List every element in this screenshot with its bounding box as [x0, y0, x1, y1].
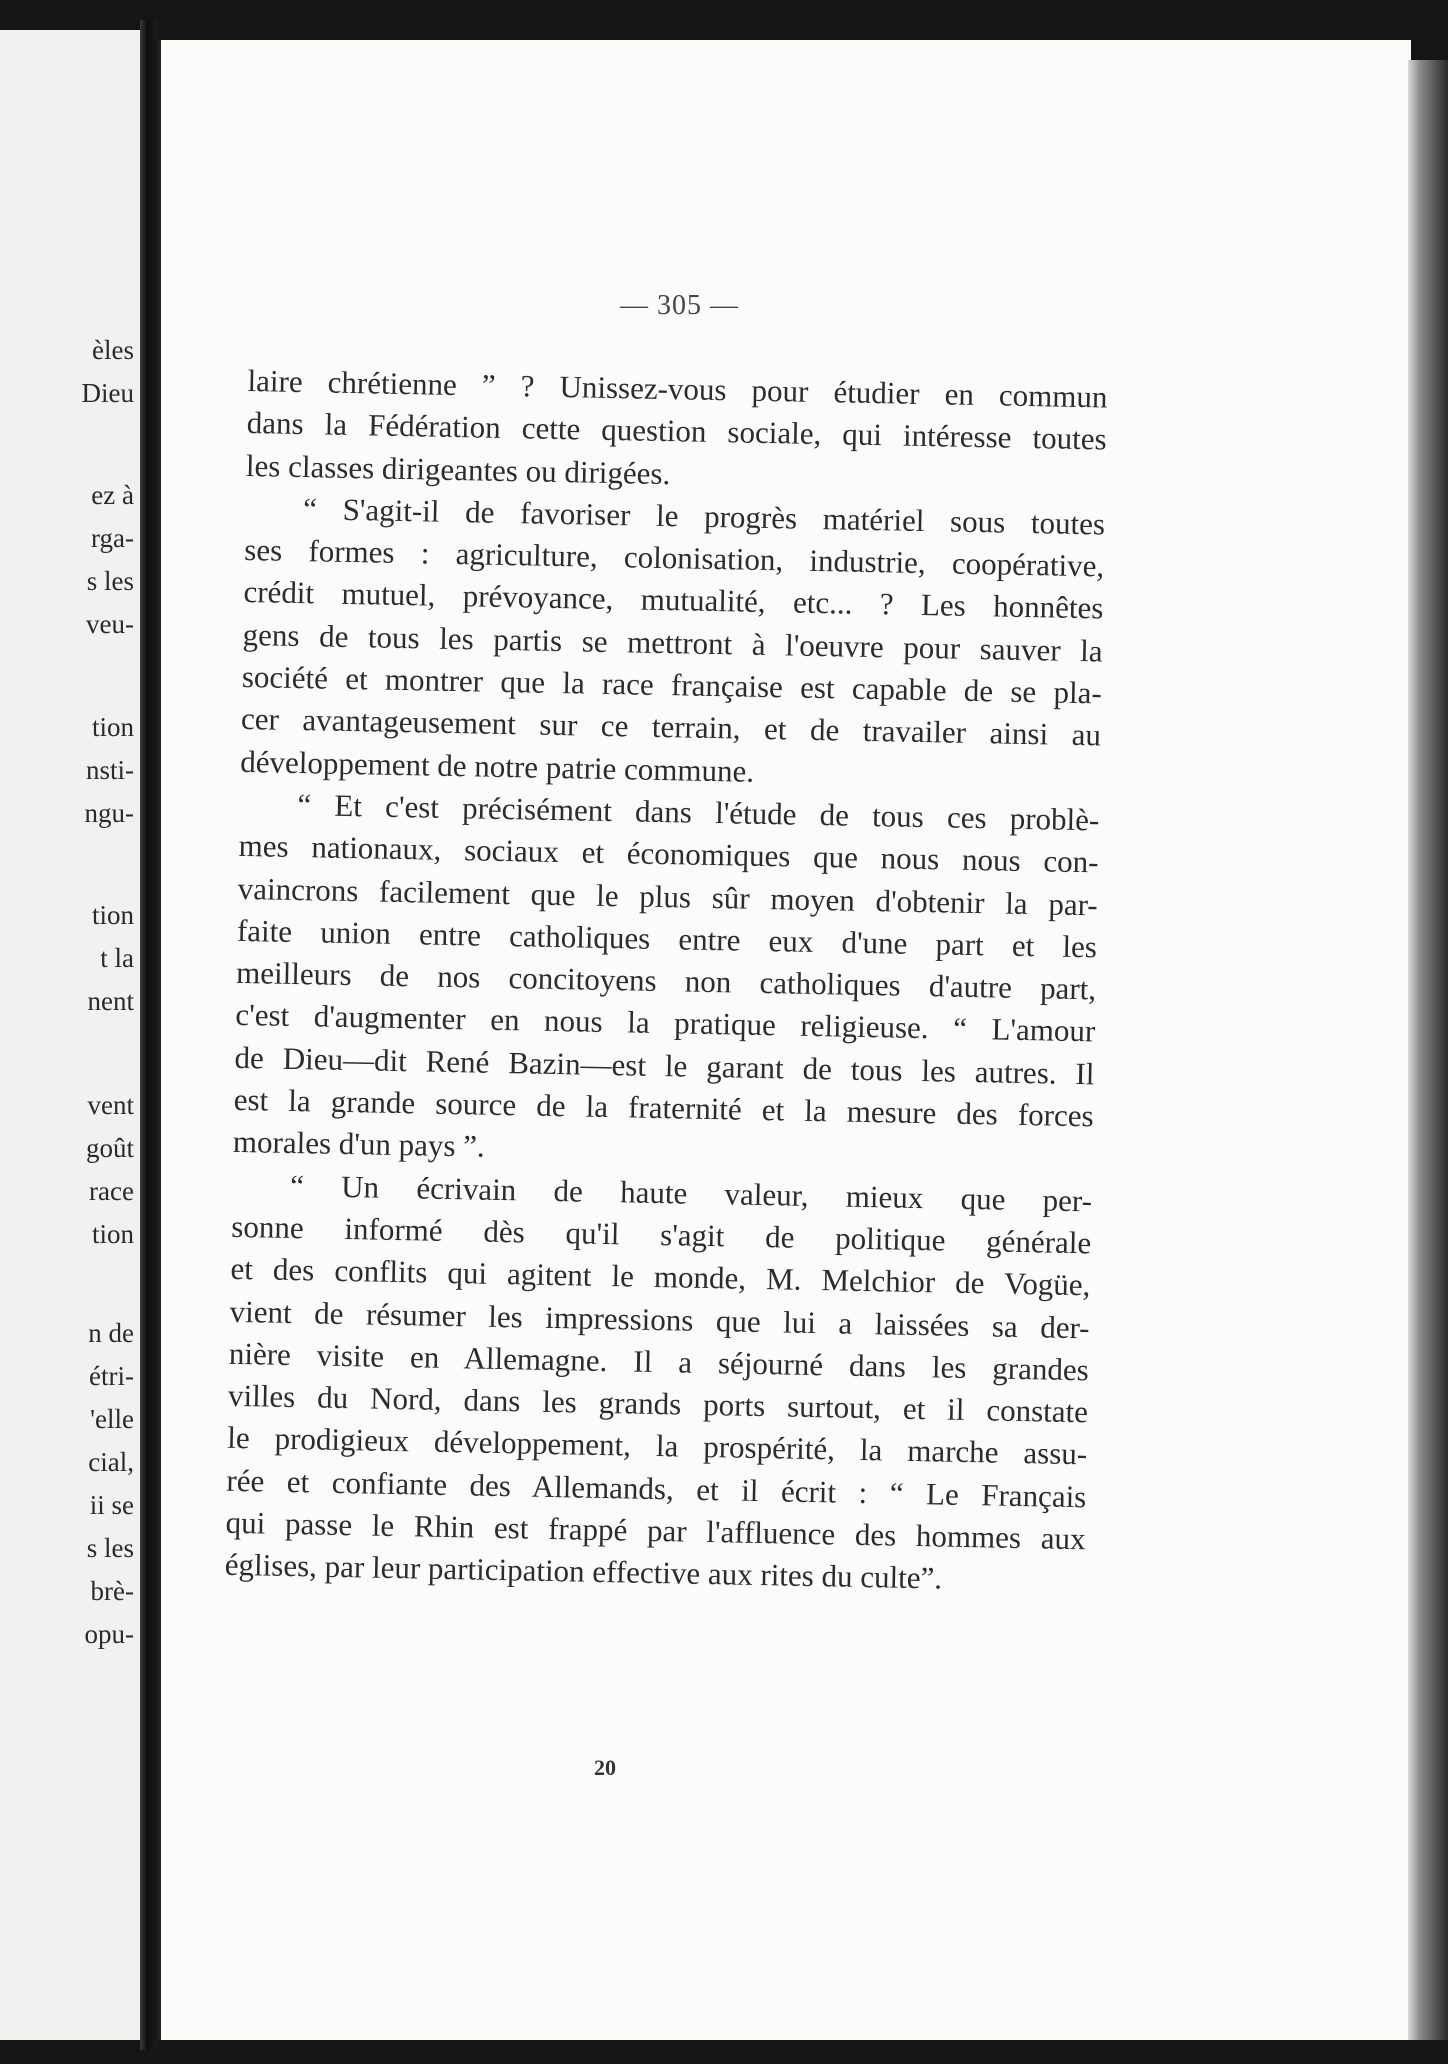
signature-mark: 20 [594, 1755, 616, 1780]
left-page-fragment: veu- [86, 609, 134, 639]
page-number-header: — 305 — [620, 290, 739, 321]
left-page-fragment: ii se [89, 1490, 134, 1520]
text-line: de Dieu—dit René Bazin—est le garant de tous les autres. Il [234, 1039, 1095, 1092]
text-line: ses formes : agriculture, colonisation, industrie, coopérative, [244, 532, 1105, 584]
page-edge-shadow [1408, 60, 1448, 2040]
book-gutter [140, 20, 158, 2050]
text-line: sonne informé dès qu'il s'agit de politique générale [231, 1208, 1092, 1261]
left-page-fragment: Dieu [81, 378, 134, 408]
text-line: dans la Fédération cette question sociale, qui intéresse toutes [246, 405, 1107, 457]
text-line: c'est d'augmenter en nous la pratique religieuse. “ L'amour [235, 997, 1096, 1049]
text-line: et des conflits qui agitent le monde, M. Melchior de Vogüe, [230, 1251, 1091, 1303]
text-line: est la grande source de la fraternité et la mesure des forces [233, 1081, 1094, 1134]
text-line: morales d'un pays ”. [232, 1124, 486, 1165]
left-page-fragment: tion [91, 1219, 134, 1249]
text-line: gens de tous les partis se mettront à l'oeuvre pour sauver la [242, 616, 1103, 669]
left-page-fragment: t la [100, 943, 134, 973]
left-page-fragment: s les [86, 1533, 134, 1563]
left-page-fragment: goût [85, 1133, 134, 1163]
text-line: vient de résumer les impressions que lui a laissées sa der- [229, 1293, 1090, 1345]
left-page-fragment: èles [92, 335, 134, 365]
text-line: rée et confiante des Allemands, et il écrit : “ Le Français [226, 1462, 1087, 1515]
text-line: “ Un écrivain de haute valeur, mieux que per- [289, 1167, 1093, 1218]
left-page-fragment: vent [87, 1090, 134, 1120]
text-line: meilleurs de nos concitoyens non catholiques d'autre part, [235, 955, 1097, 1007]
text-line: développement de notre patrie commune. [239, 743, 755, 789]
text-line: laire chrétienne ” ? Unissez-vous pour étudier en commun [247, 362, 1108, 415]
left-page-fragment: cial, [88, 1447, 134, 1477]
text-line: faite union entre catholiques entre eux d'une part et les [236, 912, 1098, 965]
text-line: “ Et c'est précisément dans l'étude de tous ces problè- [297, 787, 1100, 838]
text-line: églises, par leur participation effective aux rites du culte”. [224, 1547, 943, 1596]
text-line: les classes dirigeantes ou dirigées. [245, 447, 671, 491]
left-page-fragment: tion [91, 900, 134, 930]
left-page-edge [0, 30, 140, 2040]
left-page-fragment: ngu- [84, 798, 134, 828]
text-line: crédit mutuel, prévoyance, mutualité, etc... ? Les honnêtes [243, 574, 1104, 626]
left-page-fragment: n de [88, 1318, 134, 1348]
body-text [224, 360, 1107, 1603]
left-page-fragment: 'elle [90, 1404, 134, 1434]
left-page-fragment: s les [86, 566, 134, 596]
left-page-fragment: nent [87, 986, 134, 1016]
left-page-fragment: rga- [91, 523, 134, 553]
text-line: villes du Nord, dans les grands ports surtout, et il constate [227, 1377, 1089, 1430]
text-line: cer avantageusement sur ce terrain, et de travailer ainsi au [240, 701, 1102, 753]
left-page-fragment: étri- [89, 1361, 134, 1391]
left-page-fragment: tion [91, 712, 134, 742]
text-line: qui passe le Rhin est frappé par l'affluence des hommes aux [225, 1504, 1086, 1557]
left-page-fragment: nsti- [85, 755, 134, 785]
left-page-fragment: ez à [91, 480, 134, 510]
text-line: société et montrer que la race française est capable de se pla- [241, 659, 1103, 711]
left-page-fragment: opu- [84, 1619, 134, 1649]
text-line: “ S'agit-il de favoriser le progrès matériel sous toutes [302, 490, 1106, 542]
text-line: mes nationaux, sociaux et économiques que nous nous con- [238, 828, 1099, 880]
text-line: vaincrons facilement que le plus sûr moyen d'obtenir la par- [237, 870, 1099, 922]
text-line: nière visite en Allemagne. Il a séjourné dans les grandes [228, 1335, 1090, 1388]
left-page-fragment: brè- [90, 1576, 134, 1606]
text-line: le prodigieux développement, la prospérité, la marche assu- [226, 1420, 1088, 1472]
left-page-fragment: race [89, 1176, 134, 1206]
